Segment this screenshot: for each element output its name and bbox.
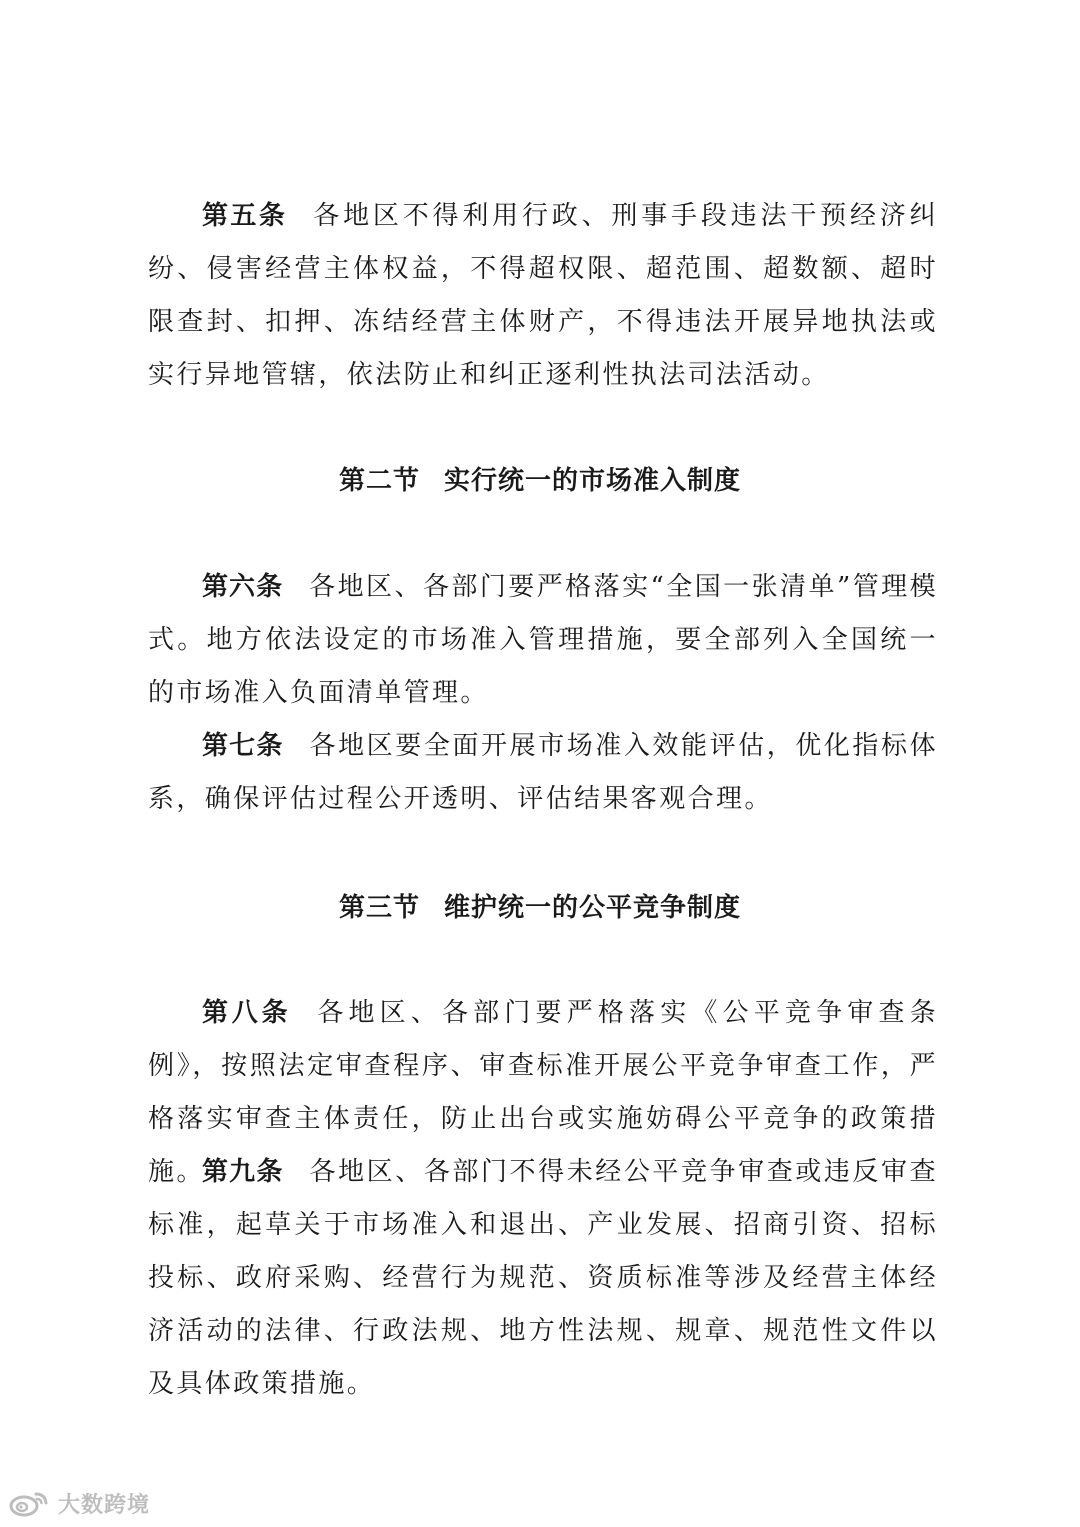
article-7-lead: 第七条 xyxy=(202,731,284,761)
article-6-lead: 第六条 xyxy=(202,572,284,602)
section-3-number: 第三节 xyxy=(338,893,420,923)
watermark-text: 大数跨境 xyxy=(58,1492,151,1518)
section-2-heading xyxy=(0,461,1080,501)
article-9 xyxy=(148,1146,938,1411)
section-3-title: 维护统一的公平竞争制度 xyxy=(444,893,742,923)
article-6-text: 各地区、各部门要严格落实“全国一张清单”管理模式。地方依法设定的市场准入管理措施，要全部列入全国统一的市场准入负面清单管理。 xyxy=(148,572,938,708)
article-7-text: 各地区要全面开展市场准入效能评估，优化指标体系，确保评估过程公开透明、评估结果客观合理。 xyxy=(148,731,938,814)
article-8-text: 各地区、各部门要严格落实《公平竞争审查条例》，按照法定审查程序、审查标准开展公平竞争审查工作，严格落实审查主体责任，防止出台或实施妨碍公平竞争的政策措施。 xyxy=(148,998,938,1187)
article-5-text: 各地区不得利用行政、刑事手段违法干预经济纠纷、侵害经营主体权益，不得超权限、超范围、超数额、超时限查封、扣押、冻结经营主体财产，不得违法开展异地执法或实行异地管辖，依法防止和纠正逐利性执法司法活动。 xyxy=(148,201,938,390)
article-5 xyxy=(148,190,938,402)
article-9-lead: 第九条 xyxy=(202,1157,284,1187)
section-2-number: 第二节 xyxy=(338,466,420,496)
article-5-lead: 第五条 xyxy=(202,201,288,231)
article-7 xyxy=(148,720,938,826)
article-6 xyxy=(148,561,938,720)
section-3-heading xyxy=(0,888,1080,928)
section-2-title: 实行统一的市场准入制度 xyxy=(444,466,742,496)
article-9-text: 各地区、各部门不得未经公平竞争审查或违反审查标准，起草关于市场准入和退出、产业发展、招商引资、招标投标、政府采购、经营行为规范、资质标准等涉及经营主体经济活动的法律、行政法规、地方性法规、规章、规范性文件以及具体政策措施。 xyxy=(148,1157,938,1399)
article-8-lead: 第八条 xyxy=(202,998,292,1028)
watermark xyxy=(8,1486,150,1520)
weibo-logo-icon xyxy=(8,1488,52,1518)
